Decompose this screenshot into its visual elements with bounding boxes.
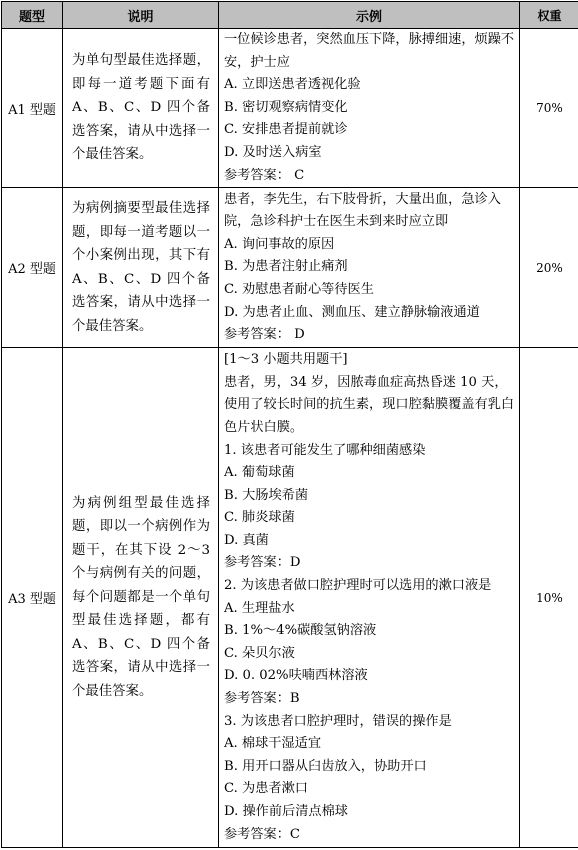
example-cell: [219, 188, 520, 348]
example-line: A. 立即送患者透视化验: [224, 74, 515, 97]
type-cell: A2 型题: [2, 188, 63, 348]
type-cell: A3 型题: [2, 348, 63, 848]
example-line: 参考答案： D: [224, 324, 515, 347]
weight-cell: 10%: [520, 348, 578, 848]
example-cell: [219, 348, 520, 848]
example-line: D. 操作前后清点棉球: [224, 801, 515, 824]
example-line: 一位候诊患者，突然血压下降，脉搏细速，烦躁不安，护士应: [224, 29, 515, 74]
table-row-a1: [2, 29, 578, 188]
example-block: [219, 349, 519, 846]
example-line: A. 葡萄球菌: [224, 462, 515, 485]
header-weight: 权重: [520, 2, 578, 29]
example-line: 3. 为该患者口腔护理时，错误的操作是: [224, 711, 515, 734]
weight-cell: 20%: [520, 188, 578, 348]
desc-cell: [63, 29, 219, 188]
question-type-table: [1, 1, 578, 848]
example-line: B. 密切观察病情变化: [224, 97, 515, 120]
weight-cell: 70%: [520, 29, 578, 188]
header-type: 题型: [2, 2, 63, 29]
desc-text: 为病例摘要型最佳选择题，即每一道考题以一个小案例出现，其下有 A、B、C、D 四个备选答案，请从中选择一个最佳答案。: [63, 197, 218, 338]
example-line: 参考答案：B: [224, 688, 515, 711]
header-example: 示例: [219, 2, 520, 29]
example-line: C. 安排患者提前就诊: [224, 119, 515, 142]
desc-text: 为单句型最佳选择题，即每一道考题下面有 A、B、C、D 四个备选答案，请从中选择一个最佳答案。: [63, 49, 218, 167]
example-line: C. 劝慰患者耐心等待医生: [224, 279, 515, 302]
example-line: A. 询问事故的原因: [224, 234, 515, 257]
example-line: C. 肺炎球菌: [224, 507, 515, 530]
example-line: D. 为患者止血、测血压、建立静脉输液通道: [224, 302, 515, 325]
example-line: B. 大肠埃希菌: [224, 485, 515, 508]
example-line: A. 棉球干湿适宜: [224, 733, 515, 756]
example-line: 2. 为该患者做口腔护理时可以选用的漱口液是: [224, 575, 515, 598]
type-cell: A1 型题: [2, 29, 63, 188]
table-row-a3: [2, 348, 578, 848]
example-line: D. 真菌: [224, 530, 515, 553]
header-desc: 说明: [63, 2, 219, 29]
example-block: [219, 189, 519, 347]
header-row: [2, 2, 578, 29]
example-line: B. 1%～4%碳酸氢钠溶液: [224, 620, 515, 643]
desc-cell: [63, 348, 219, 848]
example-line: 患者，李先生，右下肢骨折，大量出血，急诊入院，急诊科护士在医生未到来时应立即: [224, 189, 515, 234]
example-line: 参考答案： C: [224, 165, 515, 188]
example-line: C. 朵贝尔液: [224, 643, 515, 666]
desc-cell: [63, 188, 219, 348]
example-block: [219, 29, 519, 187]
example-line: [1～3 小题共用题干]: [224, 349, 515, 372]
table-row-a2: [2, 188, 578, 348]
example-line: 患者，男，34 岁，因脓毒血症高热昏迷 10 天，使用了较长时间的抗生素，现口腔黏膜覆盖有乳白色片状白膜。: [224, 372, 515, 440]
example-line: D. 及时送入病室: [224, 142, 515, 165]
example-line: D. 0. 02%呋喃西林溶液: [224, 665, 515, 688]
example-line: B. 为患者注射止痛剂: [224, 256, 515, 279]
desc-text: 为病例组型最佳选择题，即以一个病例作为题干，在其下设 2～3 个与病例有关的问题，每个问题都是一个单句型最佳选择题，都有 A、B、C、D 四个备选答案，请从中选择一个最佳答案。: [63, 492, 218, 704]
example-line: B. 用开口器从臼齿放入，协助开口: [224, 756, 515, 779]
example-line: 参考答案：C: [224, 824, 515, 847]
example-line: C. 为患者漱口: [224, 778, 515, 801]
example-line: 参考答案：D: [224, 552, 515, 575]
example-line: A. 生理盐水: [224, 598, 515, 621]
example-line: 1. 该患者可能发生了哪种细菌感染: [224, 440, 515, 463]
example-cell: [219, 29, 520, 188]
